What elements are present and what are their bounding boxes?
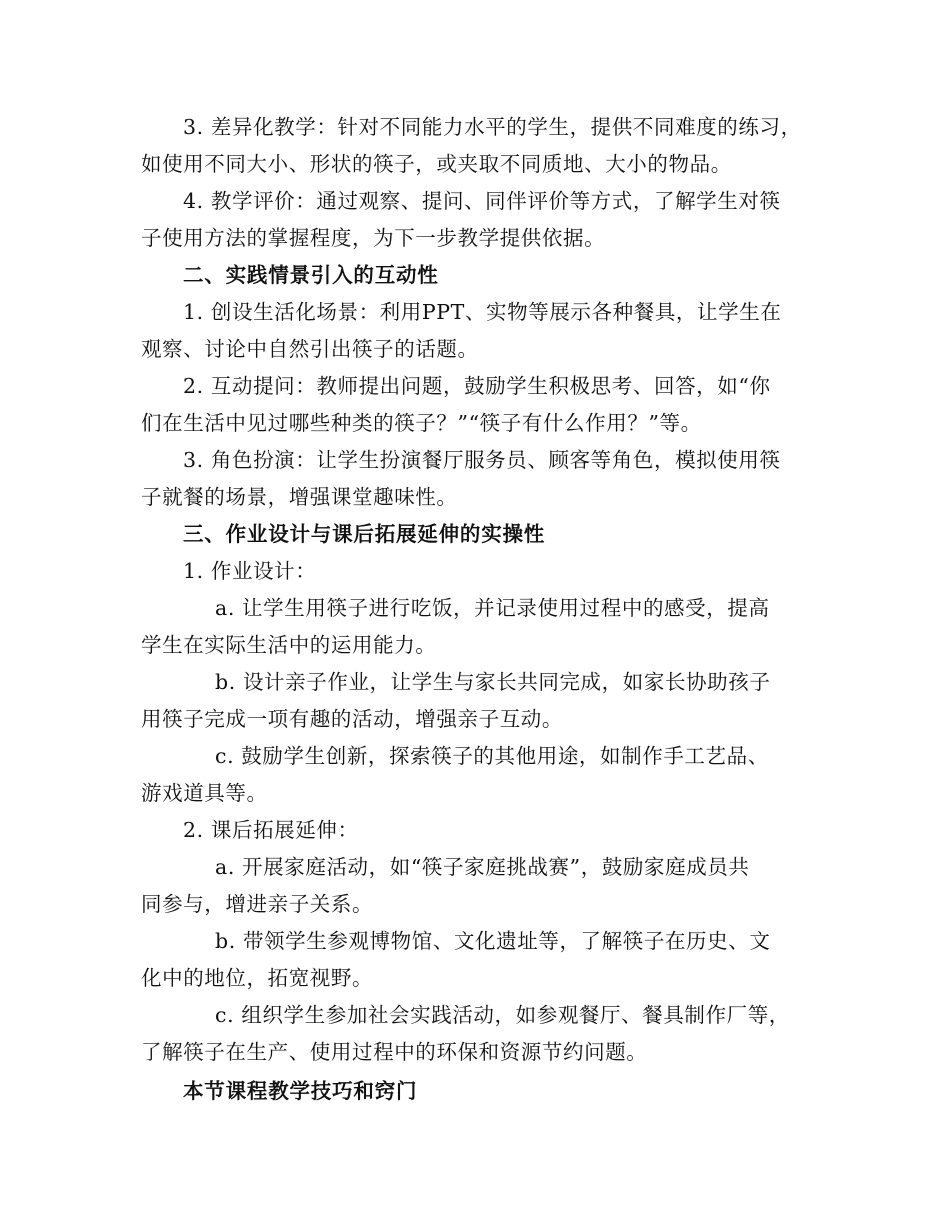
paragraph-line: 1. 创设生活化场景：利用PPT、实物等展示各种餐具，让学生在 [183, 300, 782, 324]
paragraph-line: b. 带领学生参观博物馆、文化遗址等，了解筷子在历史、文 [215, 929, 771, 953]
paragraph-line: 同参与，增进亲子关系。 [141, 892, 374, 916]
paragraph-line: 子使用方法的掌握程度，为下一步教学提供依据。 [141, 226, 606, 250]
paragraph-line: 了解筷子在生产、使用过程中的环保和资源节约问题。 [141, 1040, 648, 1064]
paragraph-line: 们在生活中见过哪些种类的筷子？”“筷子有什么作用？”等。 [141, 411, 702, 435]
paragraph-line: 2. 课后拓展延伸： [183, 818, 359, 842]
paragraph-line: c. 鼓励学生创新，探索筷子的其他用途，如制作手工艺品、 [215, 744, 769, 768]
paragraph-line: 如使用不同大小、形状的筷子，或夹取不同质地、大小的物品。 [141, 152, 732, 176]
paragraph-line: 3. 角色扮演：让学生扮演餐厅服务员、顾客等角色，模拟使用筷 [183, 448, 781, 472]
paragraph-line: a. 开展家庭活动，如“筷子家庭挑战赛”，鼓励家庭成员共 [215, 855, 750, 879]
paragraph-line: 游戏道具等。 [141, 781, 268, 805]
section-heading: 二、实践情景引入的互动性 [183, 263, 439, 287]
paragraph-line: a. 让学生用筷子进行吃饭，并记录使用过程中的感受，提高 [215, 596, 770, 620]
paragraph-line: 子就餐的场景，增强课堂趣味性。 [141, 485, 458, 509]
section-heading: 三、作业设计与课后拓展延伸的实操性 [183, 522, 546, 546]
paragraph-line: 观察、讨论中自然引出筷子的话题。 [141, 337, 479, 361]
paragraph-line: 化中的地位，拓宽视野。 [141, 966, 374, 990]
paragraph-line: 2. 互动提问：教师提出问题，鼓励学生积极思考、回答，如“你 [183, 374, 771, 398]
paragraph-line: 1. 作业设计： [183, 559, 317, 583]
paragraph-line: 学生在实际生活中的运用能力。 [141, 633, 437, 657]
paragraph-line: 4. 教学评价：通过观察、提问、同伴评价等方式，了解学生对筷 [183, 189, 781, 213]
paragraph-line: 3. 差异化教学：针对不同能力水平的学生，提供不同难度的练习， [183, 115, 802, 139]
section-heading: 本节课程教学技巧和窍门 [183, 1079, 418, 1103]
paragraph-line: c. 组织学生参加社会实践活动，如参观餐厅、餐具制作厂等， [215, 1003, 790, 1027]
paragraph-line: b. 设计亲子作业，让学生与家长共同完成，如家长协助孩子 [215, 670, 771, 694]
paragraph-line: 用筷子完成一项有趣的活动，增强亲子互动。 [141, 707, 563, 731]
